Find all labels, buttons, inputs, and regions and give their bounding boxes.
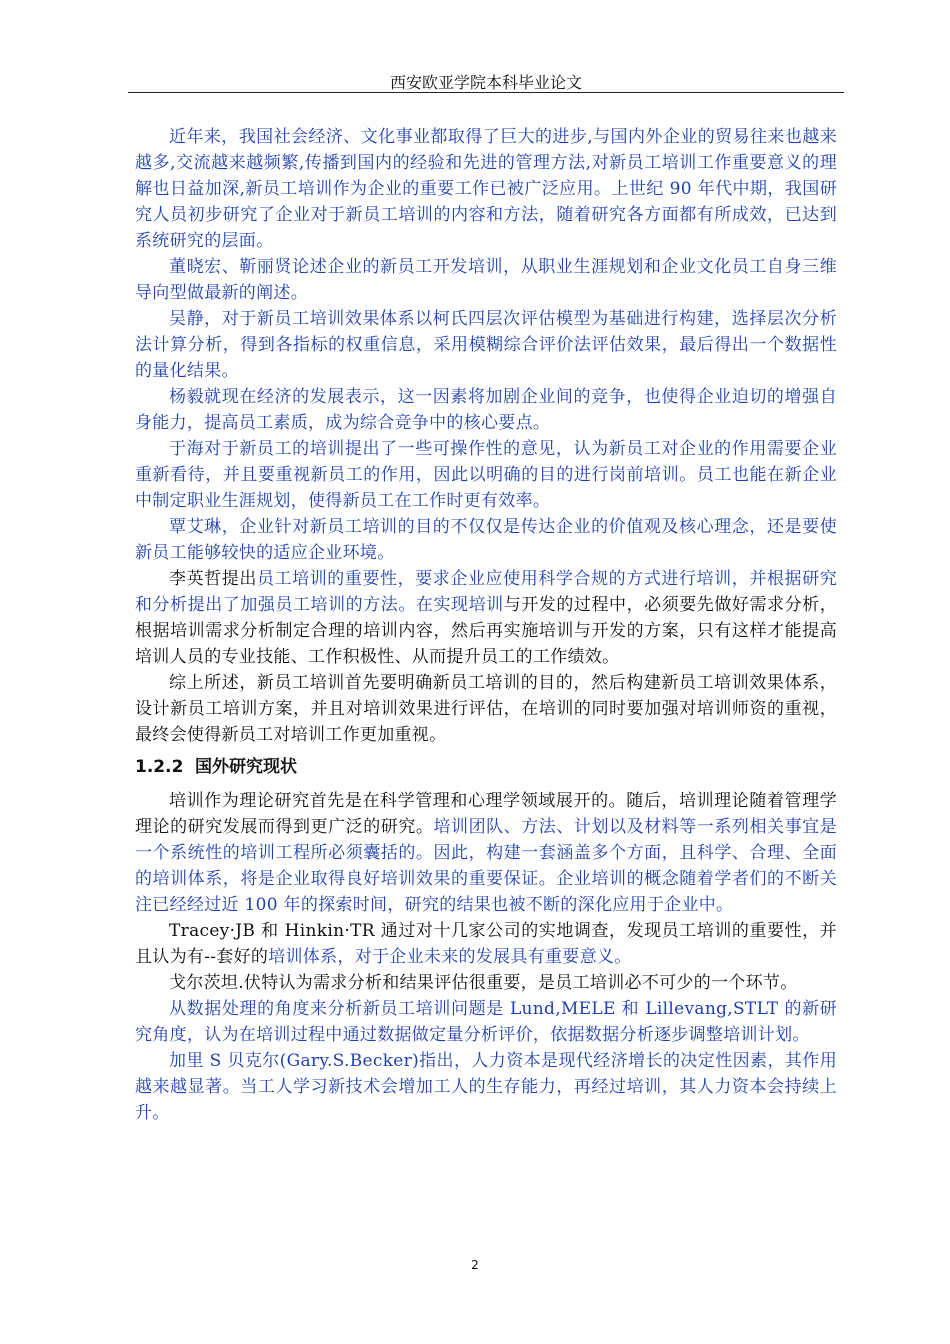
text-run: 董晓宏、靳丽贤论述企业的新员工开发培训，从职业生涯规划和企业文化员工自身三维导向型做最新的阐述。	[135, 257, 837, 303]
text-run: 培训体系，对于企业未来的发展具有重要意义。	[268, 947, 632, 967]
text-run: 培训团队、方法、计划以及材料等一系列相关事宜是一个系统性的培训工程所必须囊括的。因此，构建一套涵盖多个方面，且科学、合理、全面的培训体系，将是企业取得良好培训效果的重要保证。企业培训的概念随着学者们的不断关注已经经过近 100 年的探索时间，研究的结果也被不断的深化应用于企业中。	[135, 817, 837, 915]
paragraph	[135, 996, 837, 1048]
text-run: 从数据处理的角度来分析新员工培训问题是 Lund,MELE 和 Lillevang,STLT 的新研究角度，认为在培训过程中通过数据做定量分析评价，依据数据分析逐步调整培训计划。	[135, 999, 837, 1045]
text-run: 吴静，对于新员工培训效果体系以柯氏四层次评估模型为基础进行构建，选择层次分析法计算分析，得到各指标的权重信息，采用模糊综合评价法评估效果，最后得出一个数据性的量化结果。	[135, 309, 837, 381]
text-run: Tracey·JB 和 Hinkin·TR 通过对十几家公司的实地调查，发现员工培训的重要性，并且认为有--套好的	[135, 921, 837, 967]
paragraph	[135, 384, 837, 436]
text-run: 于海对于新员工的培训提出了一些可操作性的意见，认为新员工对企业的作用需要企业重新看待，并且要重视新员工的作用，因此以明确的目的进行岗前培训。员工也能在新企业中制定职业生涯规划，使得新员工在工作时更有效率。	[135, 439, 837, 511]
paragraph	[135, 566, 837, 670]
text-run: 员工培训的重要性，要求企业应使用科学合规的方式进行培训，并根据研究和分析提出了加强员工培训的方法。在实现培训	[135, 569, 837, 615]
paragraph	[135, 918, 837, 970]
header-rule	[128, 92, 844, 93]
paragraph	[135, 306, 837, 384]
text-run: 杨毅就现在经济的发展表示，这一因素将加剧企业间的竞争，也使得企业迫切的增强自身能力，提高员工素质，成为综合竞争中的核心要点。	[135, 387, 837, 433]
text-run: 近年来，我国社会经济、文化事业都取得了巨大的进步,与国内外企业的贸易往来也越来越多,交流越来越频繁,传播到国内的经验和先进的管理方法,对新员工培训工作重要意义的理解也日益加深,新员工培训作为企业的重要工作已被广泛应用。上世纪 90 年代中期，我国研究人员初步研究了企业对于新员工培训的内容和方法，随着研究各方面都有所成效，已达到系统研究的层面。	[135, 127, 837, 251]
paragraph	[135, 514, 837, 566]
section-number: 1.2.2	[135, 757, 184, 777]
text-run: 李英哲提出	[169, 569, 257, 589]
paragraph	[135, 436, 837, 514]
text-run: 综上所述，新员工培训首先要明确新员工培训的目的，然后构建新员工培训效果体系，设计新员工培训方案，并且对培训效果进行评估，在培训的同时要加强对培训师资的重视，最终会使得新员工对培训工作更加重视。	[135, 673, 837, 745]
paragraph	[135, 254, 837, 306]
text-run: 加里 S 贝克尔(Gary.S.Becker)指出，	[169, 1051, 472, 1071]
domestic-research-section	[135, 124, 837, 748]
foreign-research-section	[135, 788, 837, 1126]
text-run: 人力资本是现代经济增长的决定性因素，其作用越来越显著。当工人学习新技术会增加工人的生存能力，再经过培训，其人力资本会持续上升。	[135, 1051, 837, 1123]
paragraph	[135, 788, 837, 918]
paragraph	[135, 970, 837, 996]
section-heading	[135, 752, 837, 782]
page-header-title: 西安欧亚学院本科毕业论文	[389, 73, 582, 92]
text-run: 覃艾琳，企业针对新员工培训的目的不仅仅是传达企业的价值观及核心理念，还是要使新员工能够较快的适应企业环境。	[135, 517, 837, 563]
paragraph	[135, 670, 837, 748]
section-title: 国外研究现状	[195, 757, 297, 777]
paragraph	[135, 1048, 837, 1126]
body-text	[135, 124, 837, 1126]
paragraph	[135, 124, 837, 254]
page-number: 2	[471, 1258, 479, 1272]
text-run: 戈尔茨坦.伏特认为需求分析和结果评估很重要，是员工培训必不可少的一个环节。	[169, 973, 798, 993]
text-run: 与开发的过程中，必须要先做好需求分析，根据培训需求分析制定合理的培训内容，然后再实施培训与开发的方案，只有这样才能提高培训人员的专业技能、工作积极性、从而提升员工的工作绩效。	[135, 595, 837, 667]
text-run: 培训作为理论研究首先是在科学管理和心理学领域展开的。随后，培训理论随着管理学理论的研究发展而得到更广泛的研究。	[135, 791, 837, 837]
